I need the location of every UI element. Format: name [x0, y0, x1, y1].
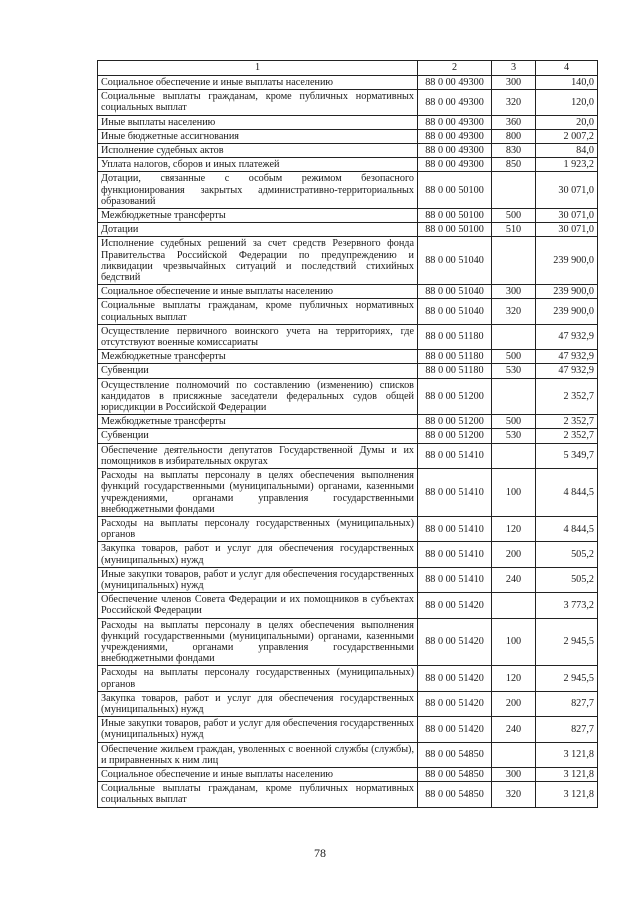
- row-name-cell: Закупка товаров, работ и услуг для обеспечения государственных (муниципальных) нужд: [98, 691, 418, 716]
- row-amount-cell: 827,7: [536, 717, 598, 742]
- row-name-cell: Уплата налогов, сборов и иных платежей: [98, 158, 418, 172]
- table-row: [98, 516, 598, 541]
- table-row: [98, 542, 598, 567]
- table-row: [98, 691, 598, 716]
- row-amount-cell: 2 352,7: [536, 429, 598, 443]
- table-row: [98, 782, 598, 807]
- row-name-cell: Дотации: [98, 223, 418, 237]
- table-row: [98, 378, 598, 415]
- row-type-cell: 530: [492, 364, 536, 378]
- row-name-cell: Дотации, связанные с особым режимом безопасного функционирования закрытых административно-территориальных образований: [98, 172, 418, 209]
- row-name-cell: Расходы на выплаты персоналу государственных (муниципальных) органов: [98, 516, 418, 541]
- row-code-cell: 88 0 00 51420: [418, 717, 492, 742]
- row-code-cell: 88 0 00 51420: [418, 593, 492, 618]
- row-amount-cell: 3 121,8: [536, 767, 598, 781]
- table-row: [98, 666, 598, 691]
- table-row: [98, 209, 598, 223]
- table-row: [98, 429, 598, 443]
- header-row: [98, 61, 598, 76]
- row-name-cell: Социальное обеспечение и иные выплаты населению: [98, 767, 418, 781]
- row-code-cell: 88 0 00 49300: [418, 90, 492, 115]
- row-name-cell: Осуществление полномочий по составлению (изменению) списков кандидатов в присяжные заседатели федеральных судов общей юрисдикции в Российской Федерации: [98, 378, 418, 415]
- row-type-cell: 100: [492, 618, 536, 666]
- row-type-cell: [492, 742, 536, 767]
- row-code-cell: 88 0 00 51420: [418, 666, 492, 691]
- row-name-cell: Социальное обеспечение и иные выплаты населению: [98, 285, 418, 299]
- row-amount-cell: 3 121,8: [536, 742, 598, 767]
- header-col-4: 4: [536, 61, 598, 76]
- row-code-cell: 88 0 00 54850: [418, 742, 492, 767]
- row-amount-cell: 239 900,0: [536, 237, 598, 285]
- table-row: [98, 299, 598, 324]
- row-code-cell: 88 0 00 51200: [418, 415, 492, 429]
- row-name-cell: Иные закупки товаров, работ и услуг для обеспечения государственных (муниципальных) нужд: [98, 567, 418, 592]
- row-amount-cell: 3 121,8: [536, 782, 598, 807]
- row-amount-cell: 505,2: [536, 542, 598, 567]
- row-amount-cell: 4 844,5: [536, 516, 598, 541]
- row-type-cell: [492, 443, 536, 468]
- row-amount-cell: 2 007,2: [536, 129, 598, 143]
- row-type-cell: 320: [492, 782, 536, 807]
- row-amount-cell: 4 844,5: [536, 469, 598, 517]
- row-code-cell: 88 0 00 51040: [418, 285, 492, 299]
- row-type-cell: 100: [492, 469, 536, 517]
- row-amount-cell: 47 932,9: [536, 350, 598, 364]
- row-type-cell: [492, 324, 536, 349]
- row-name-cell: Межбюджетные трансферты: [98, 350, 418, 364]
- table-row: [98, 742, 598, 767]
- row-code-cell: 88 0 00 51200: [418, 429, 492, 443]
- document-page: [97, 60, 597, 808]
- row-amount-cell: 239 900,0: [536, 285, 598, 299]
- row-amount-cell: 2 352,7: [536, 415, 598, 429]
- row-code-cell: 88 0 00 49300: [418, 129, 492, 143]
- table-row: [98, 443, 598, 468]
- row-code-cell: 88 0 00 50100: [418, 209, 492, 223]
- table-row: [98, 172, 598, 209]
- row-type-cell: [492, 237, 536, 285]
- row-type-cell: 240: [492, 717, 536, 742]
- row-code-cell: 88 0 00 49300: [418, 158, 492, 172]
- table-row: [98, 76, 598, 90]
- table-row: [98, 364, 598, 378]
- row-type-cell: 300: [492, 285, 536, 299]
- row-name-cell: Обеспечение деятельности депутатов Государственной Думы и их помощников в избирательных округах: [98, 443, 418, 468]
- header-col-2: 2: [418, 61, 492, 76]
- table-row: [98, 469, 598, 517]
- row-name-cell: Иные бюджетные ассигнования: [98, 129, 418, 143]
- table-row: [98, 415, 598, 429]
- row-type-cell: 300: [492, 767, 536, 781]
- row-code-cell: 88 0 00 51180: [418, 324, 492, 349]
- row-type-cell: 200: [492, 691, 536, 716]
- row-type-cell: 530: [492, 429, 536, 443]
- row-code-cell: 88 0 00 51200: [418, 378, 492, 415]
- row-amount-cell: 120,0: [536, 90, 598, 115]
- row-name-cell: Исполнение судебных актов: [98, 144, 418, 158]
- row-code-cell: 88 0 00 49300: [418, 115, 492, 129]
- row-code-cell: 88 0 00 50100: [418, 172, 492, 209]
- row-amount-cell: 2 945,5: [536, 666, 598, 691]
- row-code-cell: 88 0 00 51410: [418, 443, 492, 468]
- row-name-cell: Социальное обеспечение и иные выплаты населению: [98, 76, 418, 90]
- row-name-cell: Межбюджетные трансферты: [98, 209, 418, 223]
- row-type-cell: 120: [492, 666, 536, 691]
- row-name-cell: Иные выплаты населению: [98, 115, 418, 129]
- row-name-cell: Расходы на выплаты персоналу государственных (муниципальных) органов: [98, 666, 418, 691]
- row-amount-cell: 239 900,0: [536, 299, 598, 324]
- row-amount-cell: 3 773,2: [536, 593, 598, 618]
- budget-table: [97, 60, 598, 808]
- row-amount-cell: 20,0: [536, 115, 598, 129]
- row-name-cell: Субвенции: [98, 364, 418, 378]
- header-col-3: 3: [492, 61, 536, 76]
- row-type-cell: 320: [492, 90, 536, 115]
- row-name-cell: Исполнение судебных решений за счет средств Резервного фонда Правительства Российской Федерации по предупреждению и ликвидации чрезвычайных ситуаций и последствий стихийных бедствий: [98, 237, 418, 285]
- table-row: [98, 285, 598, 299]
- row-name-cell: Социальные выплаты гражданам, кроме публичных нормативных социальных выплат: [98, 90, 418, 115]
- table-row: [98, 350, 598, 364]
- row-name-cell: Субвенции: [98, 429, 418, 443]
- row-type-cell: 850: [492, 158, 536, 172]
- table-row: [98, 717, 598, 742]
- row-type-cell: 300: [492, 76, 536, 90]
- row-amount-cell: 2 945,5: [536, 618, 598, 666]
- header-col-1: 1: [98, 61, 418, 76]
- table-row: [98, 223, 598, 237]
- row-type-cell: [492, 593, 536, 618]
- row-code-cell: 88 0 00 49300: [418, 76, 492, 90]
- page-number: 78: [314, 846, 326, 860]
- row-type-cell: [492, 172, 536, 209]
- row-name-cell: Обеспечение членов Совета Федерации и их помощников в субъектах Российской Федерации: [98, 593, 418, 618]
- row-code-cell: 88 0 00 51410: [418, 542, 492, 567]
- row-type-cell: 830: [492, 144, 536, 158]
- row-amount-cell: 505,2: [536, 567, 598, 592]
- row-amount-cell: 5 349,7: [536, 443, 598, 468]
- row-amount-cell: 84,0: [536, 144, 598, 158]
- table-row: [98, 237, 598, 285]
- row-name-cell: Закупка товаров, работ и услуг для обеспечения государственных (муниципальных) нужд: [98, 542, 418, 567]
- row-amount-cell: 140,0: [536, 76, 598, 90]
- row-type-cell: 500: [492, 415, 536, 429]
- table-row: [98, 90, 598, 115]
- row-name-cell: Межбюджетные трансферты: [98, 415, 418, 429]
- row-code-cell: 88 0 00 54850: [418, 767, 492, 781]
- row-type-cell: 500: [492, 350, 536, 364]
- row-amount-cell: 1 923,2: [536, 158, 598, 172]
- table-row: [98, 767, 598, 781]
- row-code-cell: 88 0 00 49300: [418, 144, 492, 158]
- row-code-cell: 88 0 00 51410: [418, 516, 492, 541]
- row-name-cell: Расходы на выплаты персоналу в целях обеспечения выполнения функций государственными (муниципальными) органами, казенными учреждениями, органами управления государственными внебюджетными фондами: [98, 469, 418, 517]
- row-name-cell: Обеспечение жильем граждан, уволенных с военной службы (службы), и приравненных к ним лиц: [98, 742, 418, 767]
- table-row: [98, 158, 598, 172]
- row-type-cell: 500: [492, 209, 536, 223]
- row-type-cell: 360: [492, 115, 536, 129]
- row-code-cell: 88 0 00 51040: [418, 299, 492, 324]
- row-amount-cell: 30 071,0: [536, 209, 598, 223]
- row-amount-cell: 47 932,9: [536, 364, 598, 378]
- table-row: [98, 567, 598, 592]
- row-code-cell: 88 0 00 51410: [418, 469, 492, 517]
- table-row: [98, 115, 598, 129]
- row-code-cell: 88 0 00 51420: [418, 691, 492, 716]
- table-row: [98, 593, 598, 618]
- row-amount-cell: 30 071,0: [536, 172, 598, 209]
- table-row: [98, 618, 598, 666]
- row-type-cell: 120: [492, 516, 536, 541]
- row-type-cell: 200: [492, 542, 536, 567]
- row-code-cell: 88 0 00 51180: [418, 364, 492, 378]
- row-amount-cell: 47 932,9: [536, 324, 598, 349]
- row-name-cell: Осуществление первичного воинского учета на территориях, где отсутствуют военные комиссариаты: [98, 324, 418, 349]
- row-amount-cell: 2 352,7: [536, 378, 598, 415]
- row-code-cell: 88 0 00 51410: [418, 567, 492, 592]
- row-code-cell: 88 0 00 51420: [418, 618, 492, 666]
- row-type-cell: 800: [492, 129, 536, 143]
- row-amount-cell: 827,7: [536, 691, 598, 716]
- table-body: [98, 76, 598, 808]
- row-name-cell: Иные закупки товаров, работ и услуг для обеспечения государственных (муниципальных) нужд: [98, 717, 418, 742]
- row-type-cell: 510: [492, 223, 536, 237]
- row-name-cell: Социальные выплаты гражданам, кроме публичных нормативных социальных выплат: [98, 299, 418, 324]
- row-type-cell: 320: [492, 299, 536, 324]
- table-row: [98, 324, 598, 349]
- table-row: [98, 129, 598, 143]
- row-code-cell: 88 0 00 51180: [418, 350, 492, 364]
- row-type-cell: 240: [492, 567, 536, 592]
- row-amount-cell: 30 071,0: [536, 223, 598, 237]
- row-name-cell: Социальные выплаты гражданам, кроме публичных нормативных социальных выплат: [98, 782, 418, 807]
- row-code-cell: 88 0 00 50100: [418, 223, 492, 237]
- row-type-cell: [492, 378, 536, 415]
- row-name-cell: Расходы на выплаты персоналу в целях обеспечения выполнения функций государственными (муниципальными) органами, казенными учреждениями, органами управления государственными внебюджетными фондами: [98, 618, 418, 666]
- table-row: [98, 144, 598, 158]
- row-code-cell: 88 0 00 54850: [418, 782, 492, 807]
- row-code-cell: 88 0 00 51040: [418, 237, 492, 285]
